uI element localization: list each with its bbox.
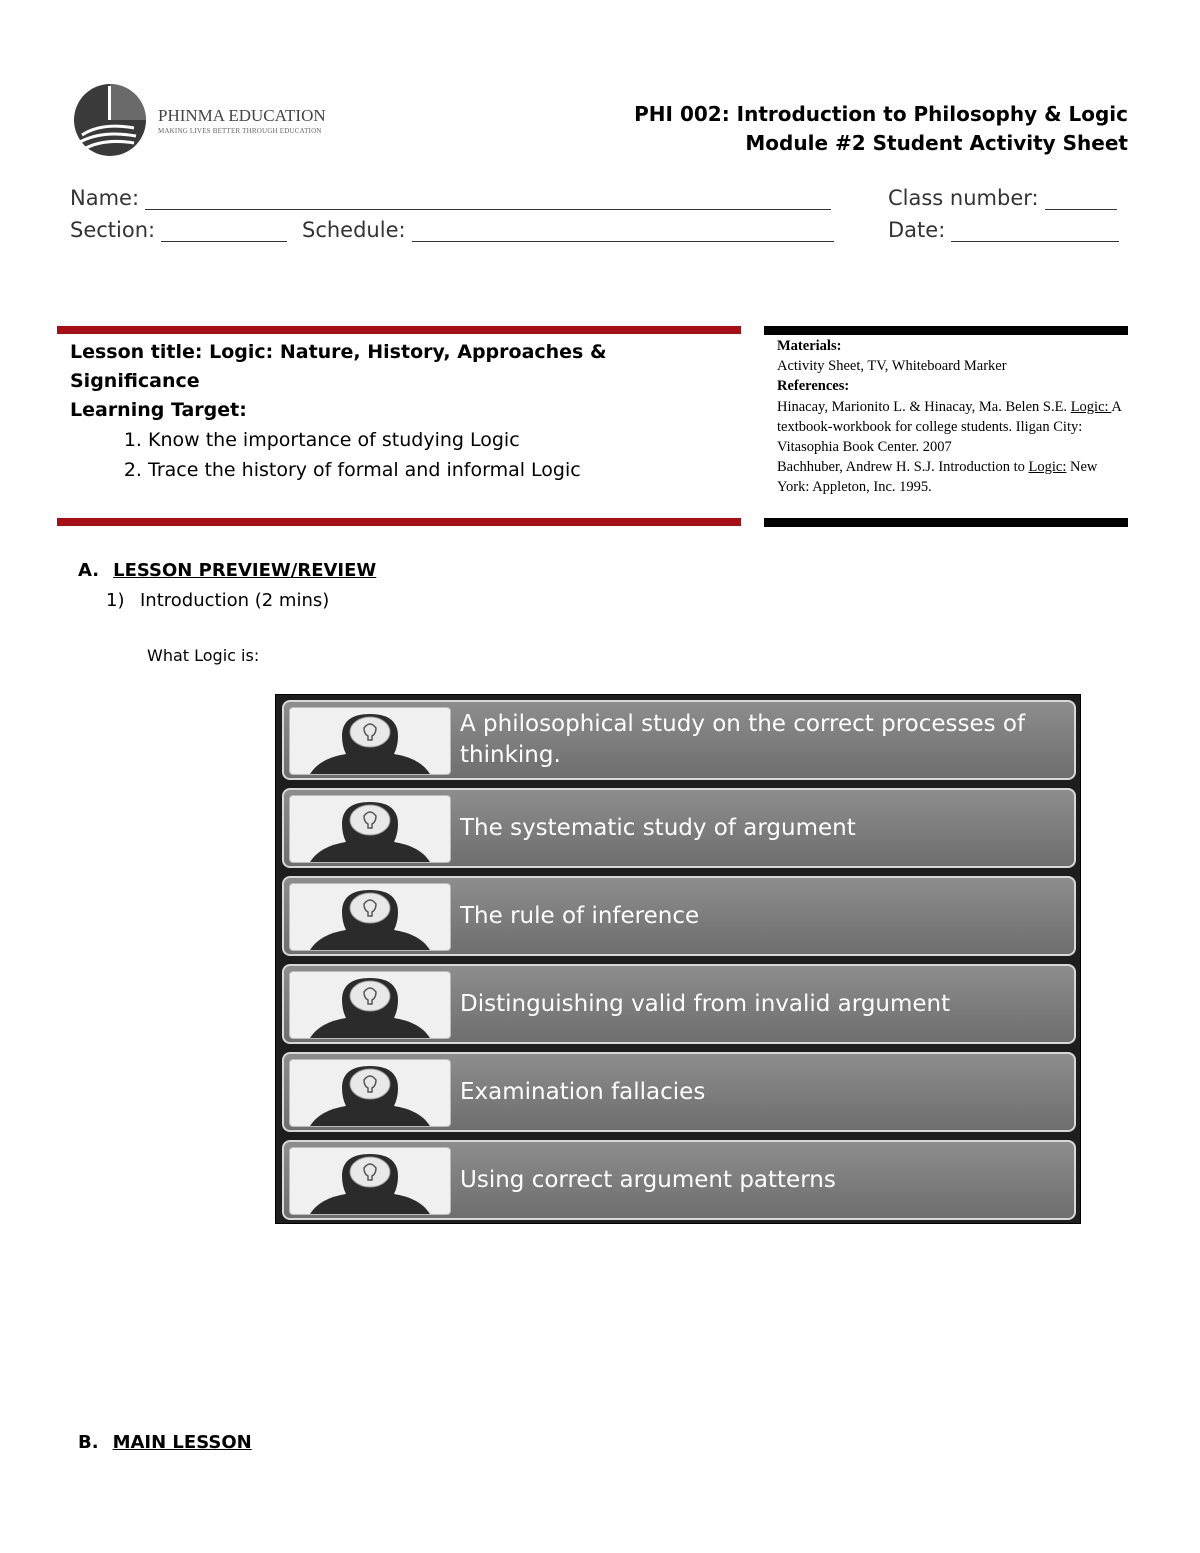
definition-row: [282, 1140, 1076, 1220]
thinking-head-icon: [289, 883, 451, 951]
section-field: [70, 218, 287, 242]
section-a-letter: A.: [78, 560, 100, 581]
lesson-bottom-bar: [57, 518, 741, 526]
date-field: [888, 218, 1119, 242]
reference-1: [777, 397, 1122, 458]
definition-row: [282, 964, 1076, 1044]
lesson-top-bar: [57, 326, 741, 334]
materials-top-bar: [764, 326, 1128, 335]
class-number-label: Class number:: [888, 186, 1039, 210]
references-label: References:: [777, 378, 850, 395]
logo-name: PHINMA EDUCATION: [158, 106, 326, 125]
definition-row: [282, 700, 1076, 780]
course-line-2: Module #2 Student Activity Sheet: [745, 131, 1128, 155]
thinking-head-icon: [289, 971, 451, 1039]
learning-target-label: Learning Target:: [70, 399, 247, 421]
definition-text: Using correct argument patterns: [460, 1166, 836, 1193]
intro-text: Introduction (2 mins): [140, 590, 330, 611]
reference-2-title: Logic:: [1028, 459, 1067, 476]
definition-row: [282, 788, 1076, 868]
intro-number: 1): [106, 590, 125, 611]
logic-definitions-graphic: [275, 694, 1081, 1224]
learning-target-item: 1. Know the importance of studying Logic: [148, 425, 740, 455]
intro-item: [106, 590, 329, 611]
definition-row: [282, 1052, 1076, 1132]
materials-text: Activity Sheet, TV, Whiteboard Marker: [777, 358, 1007, 375]
name-blank[interactable]: [145, 187, 831, 210]
reference-1-authors: Hinacay, Marionito L. & Hinacay, Ma. Belen S.E.: [777, 398, 1071, 415]
thinking-head-icon: [289, 1147, 451, 1215]
learning-target-list: [70, 425, 740, 485]
section-a-title: LESSON PREVIEW/REVIEW: [113, 560, 377, 581]
thinking-head-icon: [289, 707, 451, 775]
definition-text: A philosophical study on the correct processes of thinking.: [460, 711, 1026, 768]
course-line-1: PHI 002: Introduction to Philosophy & Logic: [634, 102, 1128, 126]
definition-text: Distinguishing valid from invalid argument: [460, 990, 951, 1017]
reference-1-details: A textbook-workbook for college students. Iligan City: Vitasophia Book Center. 2007: [777, 398, 1122, 456]
materials-bottom-bar: [764, 518, 1128, 527]
definition-text: The systematic study of argument: [460, 814, 856, 841]
class-number-field: [888, 186, 1117, 210]
definition-text: The rule of inference: [460, 902, 700, 929]
section-b-title: MAIN LESSON: [112, 1432, 252, 1453]
name-label: Name:: [70, 186, 140, 210]
schedule-label: Schedule:: [302, 218, 406, 242]
reference-2: [777, 457, 1122, 497]
logo-tagline: MAKING LIVES BETTER THROUGH EDUCATION: [158, 127, 322, 135]
thinking-head-icon: [289, 1059, 451, 1127]
phinma-logo: [72, 80, 332, 162]
learning-target-item: 2. Trace the history of formal and informal Logic: [148, 455, 740, 485]
section-label: Section:: [70, 218, 156, 242]
class-number-blank[interactable]: [1045, 187, 1117, 210]
materials-box: [777, 336, 1122, 498]
materials-label: Materials:: [777, 338, 842, 354]
section-a-heading: [78, 560, 376, 581]
lesson-title: Lesson title: Logic: Nature, History, Approaches &: [70, 341, 607, 363]
definition-text: Examination fallacies: [460, 1078, 706, 1105]
lesson-title-cont: Significance: [70, 370, 200, 392]
date-label: Date:: [888, 218, 946, 242]
thinking-head-icon: [289, 795, 451, 863]
schedule-field: [302, 218, 834, 242]
what-logic-is-label: What Logic is:: [147, 646, 260, 665]
reference-2-details: New York: Appleton, Inc. 1995.: [777, 459, 1098, 496]
lesson-box: [70, 338, 740, 485]
course-title: [634, 100, 1128, 158]
reference-2-authors: Bachhuber, Andrew H. S.J. Introduction to: [777, 459, 1029, 476]
name-field: [70, 186, 831, 210]
reference-1-title: Logic:: [1070, 398, 1112, 415]
date-blank[interactable]: [951, 219, 1119, 242]
section-b-heading: [78, 1432, 252, 1453]
definition-row: [282, 876, 1076, 956]
section-b-letter: B.: [78, 1432, 99, 1453]
schedule-blank[interactable]: [412, 219, 834, 242]
section-blank[interactable]: [161, 219, 287, 242]
